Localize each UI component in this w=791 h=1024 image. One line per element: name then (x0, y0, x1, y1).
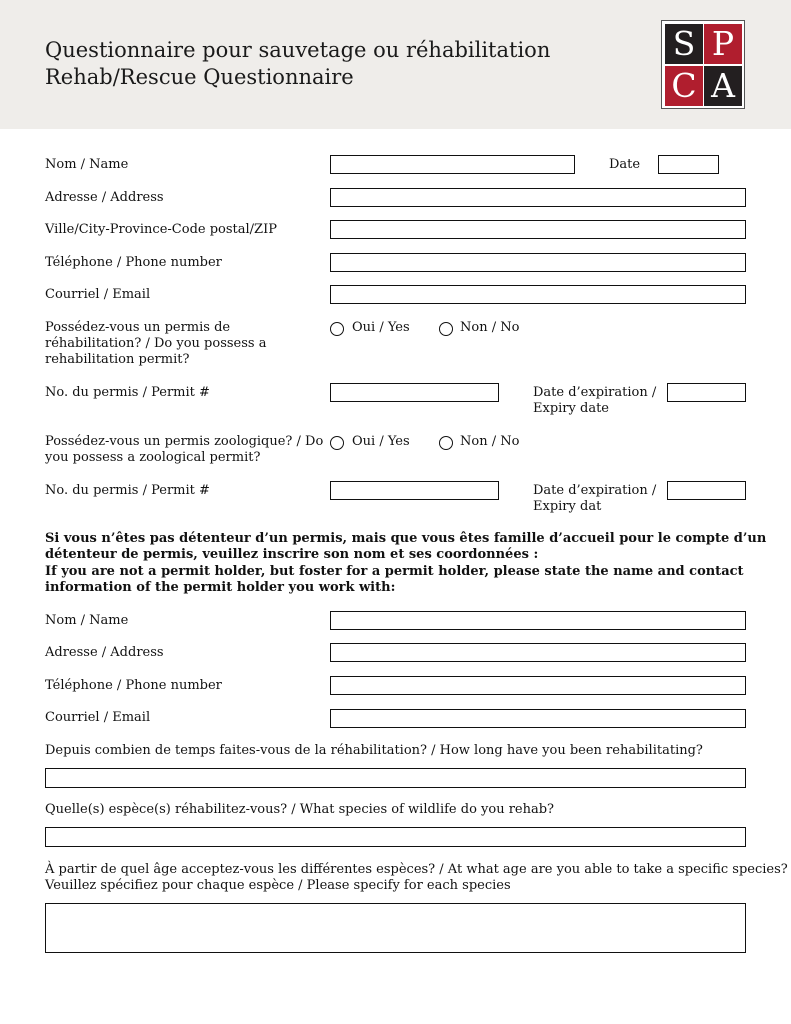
zoo-expiry-label-line-1: Date d’expiration / (533, 483, 657, 498)
rehab-permit-question-line-3: rehabilitation permit? (45, 352, 190, 367)
logo-letter-s: S (665, 24, 703, 64)
age-question-line-2: Veuillez spécifiez pour chaque espèce / Please specify for each species (45, 878, 511, 893)
page-header (0, 0, 791, 129)
name-field[interactable] (330, 155, 575, 174)
rehab-permit-yes-label: Oui / Yes (352, 320, 410, 335)
zoo-permit-yes-radio[interactable] (330, 436, 344, 450)
zoo-permit-no-label: Non / No (460, 434, 520, 449)
logo-letter-c: C (665, 66, 703, 106)
rehab-permit-no-radio[interactable] (439, 322, 453, 336)
species-field[interactable] (45, 827, 746, 847)
rehab-permit-question-line-1: Possédez-vous un permis de (45, 320, 231, 335)
holder-name-field[interactable] (330, 611, 746, 630)
how-long-field[interactable] (45, 768, 746, 788)
species-question: Quelle(s) espèce(s) réhabilitez-vous? / What species of wildlife do you rehab? (45, 802, 555, 817)
zoo-permit-number-label: No. du permis / Permit # (45, 483, 210, 498)
email-field[interactable] (330, 285, 746, 304)
zoo-permit-no-radio[interactable] (439, 436, 453, 450)
holder-address-field[interactable] (330, 643, 746, 662)
holder-email-field[interactable] (330, 709, 746, 728)
zoo-expiry-field[interactable] (667, 481, 746, 500)
rehab-permit-number-label: No. du permis / Permit # (45, 385, 210, 400)
spca-logo (661, 20, 745, 109)
name-label: Nom / Name (45, 157, 129, 172)
phone-label: Téléphone / Phone number (45, 255, 222, 270)
date-label: Date (609, 157, 641, 172)
zoo-permit-yes-label: Oui / Yes (352, 434, 410, 449)
logo-letter-a: A (704, 66, 742, 106)
title-french: Questionnaire pour sauvetage ou réhabilitation (45, 38, 551, 62)
zoo-permit-question-line-1: Possédez-vous un permis zoologique? / Do (45, 434, 324, 449)
address-label: Adresse / Address (45, 190, 164, 205)
holder-phone-field[interactable] (330, 676, 746, 695)
rehab-permit-question-line-2: réhabilitation? / Do you possess a (45, 336, 267, 351)
zoo-expiry-label-line-2: Expiry dat (533, 499, 602, 514)
title-english: Rehab/Rescue Questionnaire (45, 65, 354, 89)
foster-note-line-4: information of the permit holder you work with: (45, 580, 396, 595)
rehab-expiry-field[interactable] (667, 383, 746, 402)
rehab-permit-yes-radio[interactable] (330, 322, 344, 336)
foster-note-line-3: If you are not a permit holder, but foster for a permit holder, please state the name and contact (45, 564, 744, 579)
rehab-expiry-label-line-2: Expiry date (533, 401, 609, 416)
rehab-permit-no-label: Non / No (460, 320, 520, 335)
date-field[interactable] (658, 155, 719, 174)
how-long-question: Depuis combien de temps faites-vous de la réhabilitation? / How long have you been rehabilitating? (45, 743, 703, 758)
zoo-permit-number-field[interactable] (330, 481, 499, 500)
city-label: Ville/City-Province-Code postal/ZIP (45, 222, 277, 237)
city-field[interactable] (330, 220, 746, 239)
holder-email-label: Courriel / Email (45, 710, 151, 725)
age-per-species-field[interactable] (45, 903, 746, 953)
zoo-permit-question-line-2: you possess a zoological permit? (45, 450, 261, 465)
rehab-expiry-label-line-1: Date d’expiration / (533, 385, 657, 400)
email-label: Courriel / Email (45, 287, 151, 302)
phone-field[interactable] (330, 253, 746, 272)
age-question-line-1: À partir de quel âge acceptez-vous les différentes espèces? / At what age are you able to take a specific species? (45, 862, 788, 877)
foster-note-line-2: détenteur de permis, veuillez inscrire son nom et ses coordonnées : (45, 547, 539, 562)
holder-name-label: Nom / Name (45, 613, 129, 628)
rehab-permit-number-field[interactable] (330, 383, 499, 402)
holder-address-label: Adresse / Address (45, 645, 164, 660)
holder-phone-label: Téléphone / Phone number (45, 678, 222, 693)
foster-note-line-1: Si vous n’êtes pas détenteur d’un permis, mais que vous êtes famille d’accueil pour le compte d’un (45, 531, 767, 546)
address-field[interactable] (330, 188, 746, 207)
logo-letter-p: P (704, 24, 742, 64)
